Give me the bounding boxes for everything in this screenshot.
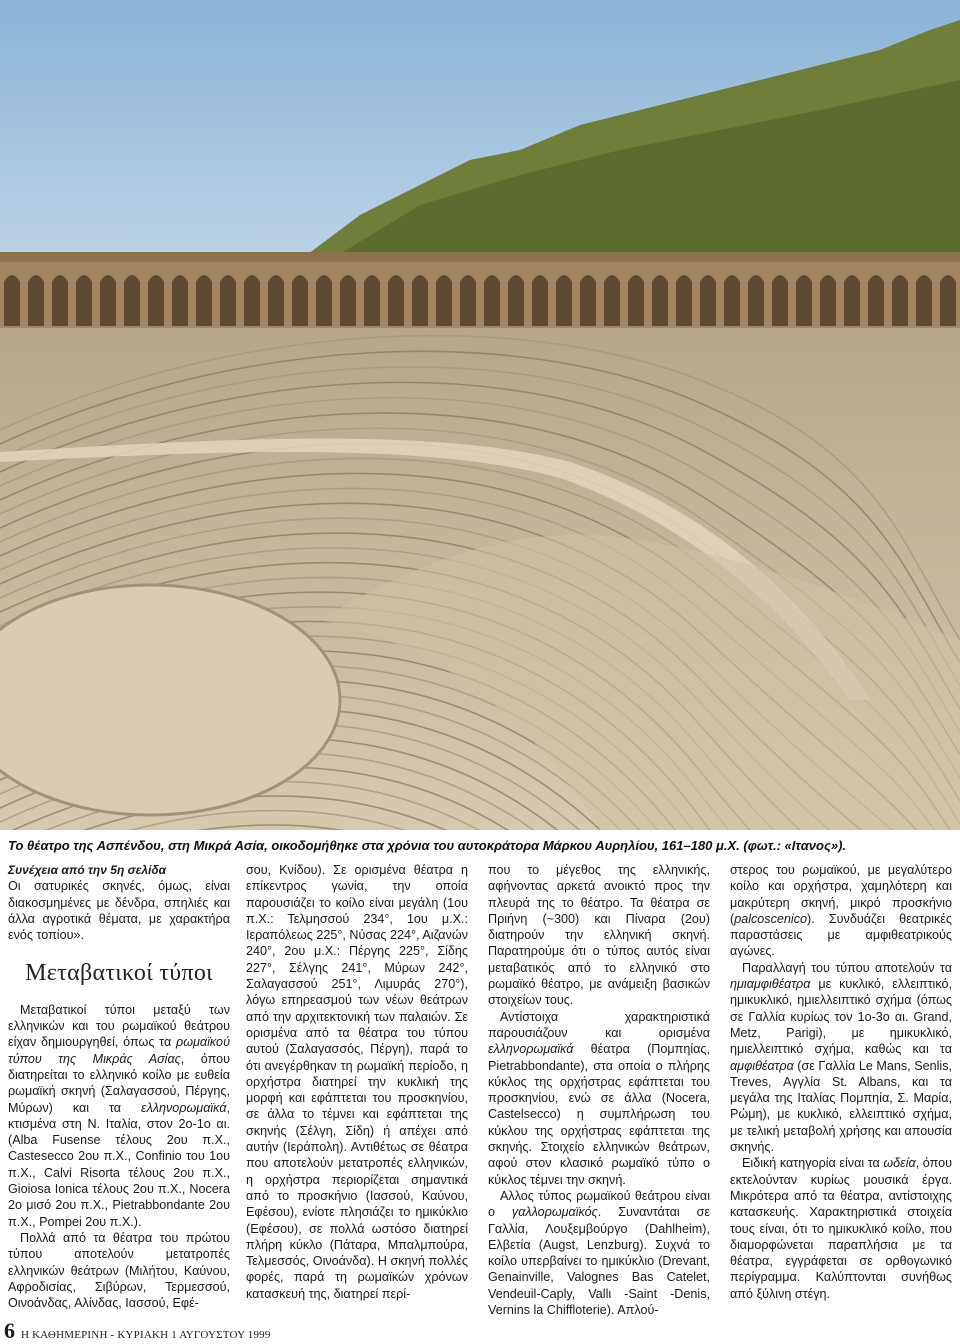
arch-opening bbox=[484, 275, 500, 326]
arch-opening bbox=[52, 275, 68, 326]
arch-opening bbox=[172, 275, 188, 326]
arch-opening bbox=[460, 275, 476, 326]
arch-opening bbox=[844, 275, 860, 326]
page-number: 6 bbox=[4, 1318, 15, 1343]
intro-paragraph: Οι σατυρικές σκηνές, όμως, είναι διακοσμημένες με δένδρα, σπηλιές και άλλα αγροτικά θέματα, με χαρακτήρα ενός τοπίου». bbox=[8, 879, 230, 943]
arch-opening bbox=[388, 275, 404, 326]
article-column-2 bbox=[246, 862, 468, 1302]
arch-opening bbox=[124, 275, 140, 326]
arch-opening bbox=[196, 275, 212, 326]
publication-line: Η ΚΑΘΗΜΕΡΙΝΗ - ΚΥΡΙΑΚΗ 1 ΑΥΓΟΥΣΤΟΥ 1999 bbox=[21, 1329, 271, 1341]
arch-opening bbox=[244, 275, 260, 326]
arch-opening bbox=[676, 275, 692, 326]
photo-caption: Το θέατρο της Ασπένδου, στη Μικρά Ασία, οικοδομήθηκε στα χρόνια του αυτοκράτορα Μάρκου Αυρηλίου, 161–180 μ.Χ. (φωτ.: «Ιτανος»). bbox=[8, 838, 847, 853]
arch-opening bbox=[76, 275, 92, 326]
arch-opening bbox=[220, 275, 236, 326]
arch-opening bbox=[892, 275, 908, 326]
arch-opening bbox=[28, 275, 44, 326]
article-column-3 bbox=[488, 862, 710, 1318]
arch-opening bbox=[700, 275, 716, 326]
arcade-wall bbox=[0, 258, 960, 328]
arch-opening bbox=[292, 275, 308, 326]
arch-opening bbox=[340, 275, 356, 326]
arch-opening bbox=[820, 275, 836, 326]
paragraph: σου, Κνίδου). Σε ορισμένα θέατρα η επίκεντρος γωνία, την οποία παρουσιάζει το κοίλο είναι μεγάλη (1ου π.Χ.: Τελμησσού 234°, 1ου μ.Χ.: Ιεραπόλεως 225°, Νύσας 224°, Αιζανών 240°, 2ου μ.Χ.: Πέργης 225°, Σίδης 227°, Σέλγης 241°, Μύρων 242°, Σαλαγασσού 251°, Λιμυράς 270°), λόγω επηρεασμού των νέων θεάτρων από την αρχιτεκτονική των παλαιών. Σε ορισμένα από τα θέατρα του τύπου αυτού (Σαλαγασσός, Πέργη), παρά το ότι ανεγέρθηκαν τη ρωμαϊκή περίοδο, η ορχήστρα διατηρεί την κυκλική της μορφή και εφάπτεται του προσκηνίου, σε άλλα το τέμνει και εφάπτεται της σκηνής (Σέλγη, Σίδη) ή απέχει από αυτήν (Ιεράπολη). Αντιθέτως σε θέατρα που αποτελούν μετατροπές ελληνικών, η ορχήστρα περιορίζεται σημαντικά από το προσκήνιο (Ιασσού, Καύνου, Εφέσου), ενίοτε πλησιάζει το ημικύκλιο (Εφέσου), σε πολλά ωστόσο διατηρεί πλήρη κύκλο (Πάταρα, Μπαλμπούρα, Τελμεσσός, Οινοάνδα). Η σκηνή πολλές φορές, παρά τη ρωμαϊκών χρόνων κατασκευή της, διατηρεί περί- bbox=[246, 863, 468, 1301]
continuation-kicker: Συνέχεια από την 5η σελίδα bbox=[8, 863, 167, 877]
paragraph: Ειδική κατηγορία είναι τα ωδεία, όπου εκτελούνταν κυρίως μουσικά έργα. Μικρότερα από τα θέατρα, αντίστοιχης κατασκευής. Χαρακτηριστικά στοιχεία τους είναι, ότι το ημικυκλικό κοίλο, που διαμορφώνεται παραπλήσια με τα θέατρα, εγγράφεται σε ορθογωνικό περίγραμμα. Καλύπτονται συνήθως από ξύλινη στέγη. bbox=[730, 1156, 952, 1301]
arch-opening bbox=[580, 275, 596, 326]
article-column-4 bbox=[730, 862, 952, 1302]
arch-opening bbox=[772, 275, 788, 326]
arch-opening bbox=[412, 275, 428, 326]
arch-opening bbox=[604, 275, 620, 326]
arch-opening bbox=[100, 275, 116, 326]
arch-opening bbox=[268, 275, 284, 326]
arch-opening bbox=[556, 275, 572, 326]
arch-opening bbox=[796, 275, 812, 326]
arch-opening bbox=[748, 275, 764, 326]
paragraph: Μεταβατικοί τύποι μεταξύ των ελληνικών και του ρωμαϊκού θεάτρου είχαν δημιουργηθεί, όπως τα ρωμαϊκού τύπου της Μικράς Ασίας, όπου διατηρείται το ελληνικό κοίλο με ευθεία ρωμαϊκή σκηνή (Σαλαγασσού, Πέργης, Μύρων) και τα ελληνορωμαϊκά, κτισμένα στη Ν. Ιταλία, στον 2ο-1ο αι. (Alba Fusense τέλους 2ου π.Χ., Castesecco 2ου π.Χ., Confinio του 1ου π.Χ., Calvi Risorta τέλους 2ου π.Χ., Gioiosa Ionica τέλους 2ου π.Χ., Nocera 2ο μισό 2ου π.Χ., Pietrabbondante 2ου π.Χ., Pompei 2ου π.Χ.). bbox=[8, 1002, 230, 1229]
arch-opening bbox=[724, 275, 740, 326]
arch-opening bbox=[508, 275, 524, 326]
paragraph: που το μέγεθος της ελληνικής, αφήνοντας αρκετά ανοικτό προς την πλευρά της το θέατρο. Τα θέατρα σε Πριήνη (~300) και Πίναρα (2ου) διατηρούν την ελληνική σκηνή. Παρατηρούμε ότι ο τύπος αυτός είναι μεταβατικός από το ελληνικό στο ρωμαϊκό θέατρο, με ανάμειξη βασικών στοιχείων τους. bbox=[488, 863, 710, 1008]
paragraph: Πολλά από τα θέατρα του πρώτου τύπου αποτελούν μετατροπές ελληνικών θεάτρων (Μιλήτου, Καύνου, Αφροδισίας, Σιβύρων, Τερμεσσού, Οινοάνδας, Αλίνδας, Ιασσού, Εφέ- bbox=[8, 1230, 230, 1311]
arch-opening bbox=[316, 275, 332, 326]
arch-opening bbox=[364, 275, 380, 326]
article-column-1 bbox=[8, 862, 230, 1311]
arch-opening bbox=[436, 275, 452, 326]
paragraph: Αλλος τύπος ρωμαϊκού θεάτρου είναι ο γαλλορωμαϊκός. Συναντάται σε Γαλλία, Λουξεμβούργο (Dahlheim), Ελβετία (Augst, Lenzburg). Συχνά το κοίλο υπερβαίνει το ημικύκλιο (Drevant, Genainville, Valognes Bas Catelet, Vendeuil-Caply, Vallι -Saint -Denis, Vernins la Chiffloterie). Απλού- bbox=[488, 1188, 710, 1318]
arcade-cornice bbox=[0, 252, 960, 262]
paragraph: στερος του ρωμαϊκού, με μεγαλύτερο κοίλο και ορχήστρα, χαμηλότερη και μακρύτερη σκηνή, μικρό προσκήνιο (palcoscenico). Συνδυάζει θεατρικές παραστάσεις με αμφιθεατρικούς αγώνες. bbox=[730, 863, 952, 959]
arch-opening bbox=[4, 275, 20, 326]
arch-opening bbox=[916, 275, 932, 326]
arch-opening bbox=[652, 275, 668, 326]
arch-opening bbox=[532, 275, 548, 326]
paragraph: Παραλλαγή του τύπου αποτελούν τα ημιαμφιθέατρα με κυκλικό, ελλειπτικό, ημικυκλικό, ημιελλειπτικό σχήμα (όπως σε Γαλλία κυρίως τον 1ο-3ο αι. Grand, Metz, Parigi), με ημικυκλικό, ημιελλειπτικό σχήμα, καθώς και τα αμφιθέατρα (σε Γαλλία Le Mans, Senlis, Treves, Αγγλία St. Albans, και τα μεγάλα της Ιταλίας Πομπηία, Σ. Μαρία, Ρώμη), με κυκλικό, ελλειπτικό σχήμα, με τελική μεταβολή χρήσης και απουσία σκηνής. bbox=[730, 960, 952, 1155]
arch-opening bbox=[628, 275, 644, 326]
section-heading: Μεταβατικοί τύποι bbox=[25, 960, 213, 987]
arch-opening bbox=[148, 275, 164, 326]
arch-opening bbox=[868, 275, 884, 326]
arch-opening bbox=[940, 275, 956, 326]
page-footer bbox=[4, 1318, 271, 1344]
paragraph: Αντίστοιχα χαρακτηριστικά παρουσιάζουν και ορισμένα ελληνορωμαϊκά θέατρα (Πομπηίας, Pietrabbondante), στα οποία ο πλήρης κύκλος της ορχήστρας εφάπτεται του προσκηνίου, ενώ σε άλλα (Nocera, Castelsecco) η συμπλήρωση του κύκλου της ορχήστρας εφάπτεται της σκηνής. Στοιχείο ελληνικών θεάτρων, αφού στον κλασικό ρωμαϊκό τύπο ο κύκλος τέμνει την σκηνή. bbox=[488, 1009, 710, 1187]
